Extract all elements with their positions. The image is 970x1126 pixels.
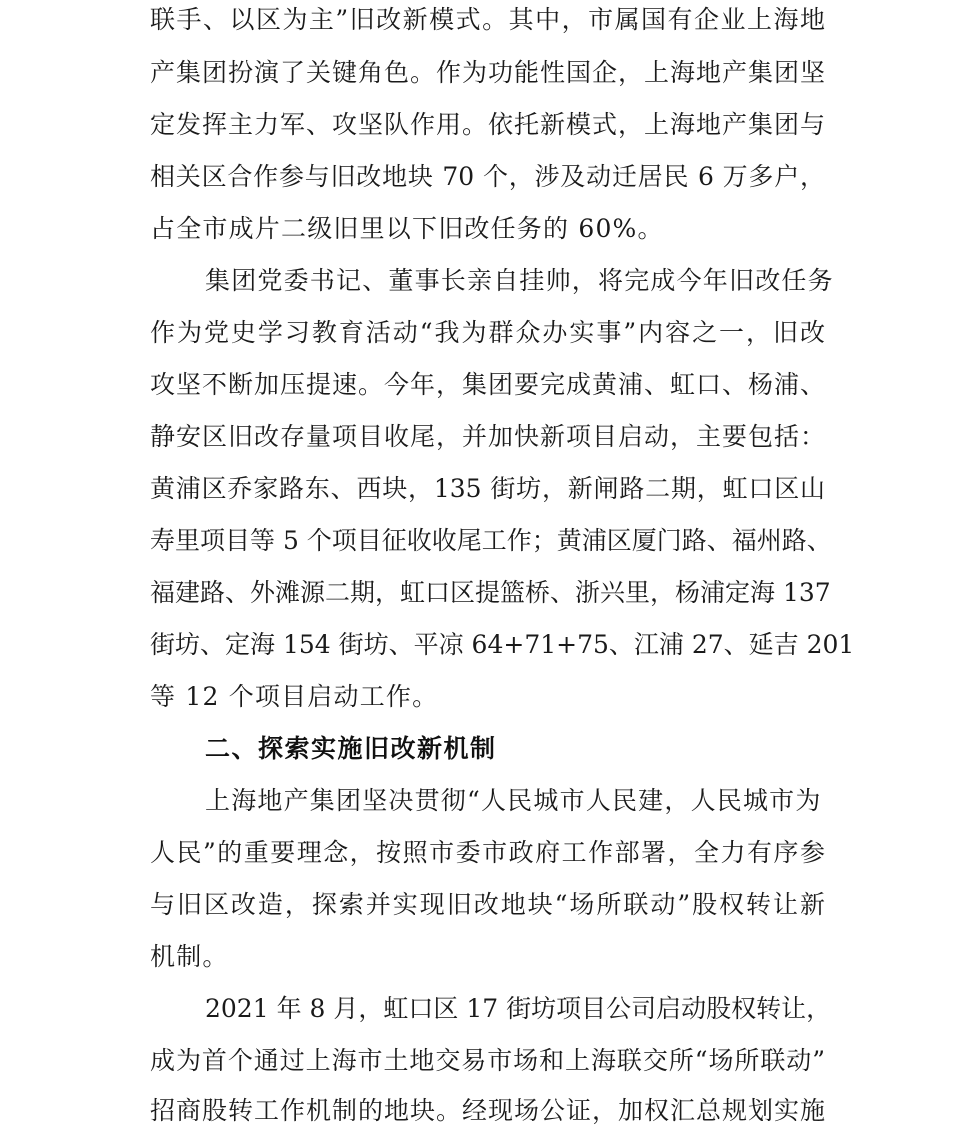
paragraph-line: 占全市成片二级旧里以下旧改任务的 60%。 <box>150 214 664 243</box>
paragraph-line: 静安区旧改存量项目收尾，并加快新项目启动，主要包括： <box>150 422 825 451</box>
paragraph-line: 定发挥主力军、攻坚队作用。依托新模式，上海地产集团与 <box>150 110 825 139</box>
paragraph-line: 联手、以区为主”旧改新模式。其中，市属国有企业上海地 <box>150 5 825 34</box>
paragraph-line: 产集团扮演了关键角色。作为功能性国企，上海地产集团坚 <box>150 58 825 87</box>
paragraph-line: 街坊、定海 154 街坊、平凉 64+71+75、江浦 27、延吉 201 <box>150 630 855 659</box>
paragraph-line: 寿里项目等 5 个项目征收收尾工作；黄浦区厦门路、福州路、 <box>150 526 832 555</box>
paragraph-line: 集团党委书记、董事长亲自挂帅，将完成今年旧改任务 <box>205 266 834 295</box>
paragraph-line: 福建路、外滩源二期，虹口区提篮桥、浙兴里，杨浦定海 137 <box>150 578 831 607</box>
paragraph-line: 等 12 个项目启动工作。 <box>150 682 439 711</box>
paragraph-line: 黄浦区乔家路东、西块，135 街坊，新闸路二期，虹口区山 <box>150 474 825 503</box>
paragraph-line: 机制。 <box>150 942 229 971</box>
section-heading: 二、探索实施旧改新机制 <box>205 734 497 763</box>
paragraph-line: 作为党史学习教育活动“我为群众办实事”内容之一，旧改 <box>150 318 825 347</box>
paragraph-line: 与旧区改造，探索并实现旧改地块“场所联动”股权转让新 <box>150 890 825 919</box>
paragraph-line: 上海地产集团坚决贯彻“人民城市人民建，人民城市为 <box>205 786 822 815</box>
paragraph-line: 人民”的重要理念，按照市委市政府工作部署，全力有序参 <box>150 838 825 867</box>
paragraph-line: 攻坚不断加压提速。今年，集团要完成黄浦、虹口、杨浦、 <box>150 370 825 399</box>
paragraph-line: 相关区合作参与旧改地块 70 个，涉及动迁居民 6 万多户， <box>150 162 825 191</box>
paragraph-line: 招商股转工作机制的地块。经现场公证，加权汇总规划实施 <box>150 1096 825 1125</box>
paragraph-line: 成为首个通过上海市土地交易市场和上海联交所“场所联动” <box>150 1046 825 1075</box>
paragraph-line: 2021 年 8 月，虹口区 17 街坊项目公司启动股权转让， <box>205 994 832 1023</box>
